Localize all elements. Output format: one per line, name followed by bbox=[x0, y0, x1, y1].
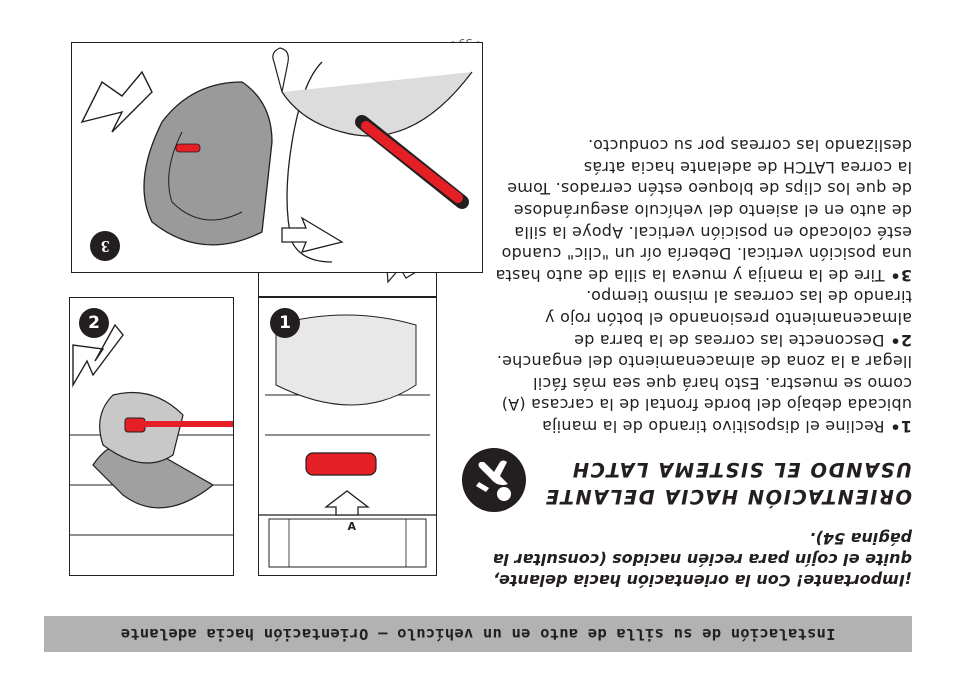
steps-list bbox=[492, 135, 912, 437]
step-text: Recline el dispositivo tirando de la manija ubicada debajo del borde frontal de la carcasa (A) como se muestra. Esto hará que sea más fácil llegar a la zona de almacenamiento del enganche. bbox=[496, 352, 912, 436]
step-number: 1 bbox=[900, 417, 912, 436]
step-2: 2• Desconecte las correas de la barra de almacenamiento presionando el botón rojo y tirando de las correas al mismo tiempo. bbox=[544, 287, 912, 350]
step-3: 3• Tire de la manija y mueva la silla de auto hasta una posición vertical. Debería oír un "clic" cuando esté colocado en posición vertical. Apoye la silla de auto en el asiento del vehículo asegurándose de que los clips de bloqueo estén cerrados. Tome la correa LATCH de adelante hacia atrás deslizando las correas por su conducto. bbox=[495, 136, 912, 285]
header-bar bbox=[44, 616, 912, 652]
step-text: Desconecte las correas de la barra de almacenamiento presionando el botón rojo y tirando de las correas al mismo tiempo. bbox=[544, 287, 912, 350]
figure-3-wide bbox=[71, 42, 483, 273]
figure-number-badge: 1 bbox=[270, 308, 300, 338]
figure-number-badge: 3 bbox=[90, 231, 120, 261]
figure-number-badge: 2 bbox=[79, 308, 109, 338]
step-1: 1• Recline el dispositivo tirando de la manija ubicada debajo del borde frontal de la carcasa (A) como se muestra. Esto hará que sea más fácil llegar a la zona de almacenamiento del enganche. bbox=[496, 352, 912, 436]
step-text: Tire de la manija y mueva la silla de auto hasta una posición vertical. Debería oír un "clic" cuando esté colocado en posición vertical. Apoye la silla de auto en el asiento del vehículo asegurándose de que los clips de bloqueo estén cerrados. Tome la correa LATCH de adelante hacia atrás deslizando las correas por su conducto. bbox=[495, 136, 912, 285]
page-header-title: Instalación de su silla de auto en un vehículo – Orientación hacia adelante bbox=[120, 625, 836, 643]
figure-label-a: A bbox=[347, 520, 356, 533]
step-number: 2 bbox=[900, 330, 912, 350]
figure-3 bbox=[69, 297, 234, 576]
step-number: 3 bbox=[900, 265, 912, 285]
forward-facing-child-icon bbox=[462, 448, 526, 512]
important-note: ¡Importante! Con la orientación hacia delante, quite el cojín para recién nacidos (consultar la página 54). bbox=[492, 529, 912, 590]
figure-1 bbox=[258, 297, 437, 576]
section-title: ORIENTACIÓN HACIA DELANTE USANDO EL SISTEMA LATCH bbox=[544, 458, 912, 508]
